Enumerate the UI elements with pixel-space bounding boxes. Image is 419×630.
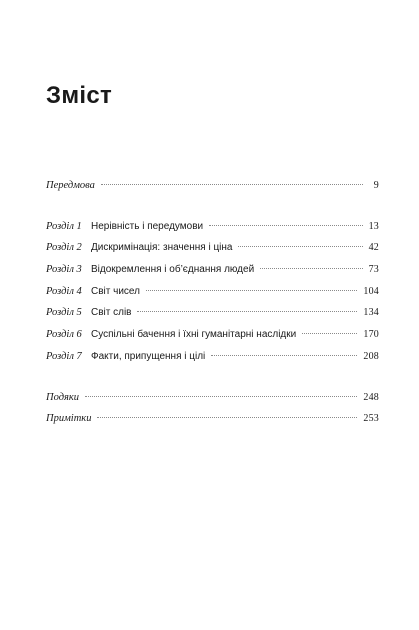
dot-leader bbox=[302, 333, 357, 334]
toc-entry-title: Світ чисел bbox=[91, 285, 140, 297]
toc-entry-chapter-7[interactable] bbox=[46, 346, 379, 368]
toc-entry-label: Передмова bbox=[46, 180, 95, 191]
toc-group-chapters bbox=[46, 216, 379, 368]
toc-entry-label: Розділ 5 bbox=[46, 307, 82, 319]
toc-entry-title: Суспільні бачення і їхні гуманітарні наслідки bbox=[91, 329, 297, 341]
toc-entry-label: Примітки bbox=[46, 413, 92, 425]
dot-leader bbox=[137, 311, 357, 312]
toc-group-back bbox=[46, 387, 379, 430]
toc-entry-page: 73 bbox=[368, 264, 379, 276]
toc-entry-page: 42 bbox=[368, 242, 379, 254]
toc-entry-notes[interactable] bbox=[46, 408, 379, 430]
toc-entry-label: Розділ 2 bbox=[46, 242, 82, 254]
toc-entry-title: Нерівність і передумови bbox=[91, 220, 204, 232]
dot-leader bbox=[85, 396, 357, 397]
dot-leader bbox=[238, 246, 362, 247]
toc-entry-label: Розділ 3 bbox=[46, 264, 82, 276]
toc-entry-label: Розділ 4 bbox=[46, 285, 82, 297]
toc-entry-preface[interactable] bbox=[46, 175, 379, 197]
dot-leader bbox=[209, 225, 362, 226]
toc-entry-chapter-1[interactable] bbox=[46, 216, 379, 238]
toc-entry-page: 248 bbox=[363, 391, 379, 403]
toc-entry-page: 170 bbox=[363, 329, 379, 341]
toc-entry-title: Факти, припущення і цілі bbox=[91, 350, 206, 362]
toc-entry-chapter-6[interactable] bbox=[46, 324, 379, 346]
toc-entry-title: Світ слів bbox=[91, 307, 132, 319]
toc-entry-page: 104 bbox=[363, 285, 379, 297]
toc-entry-title: Відокремлення і об’єднання людей bbox=[91, 264, 255, 276]
toc-group-front bbox=[46, 175, 379, 197]
toc-entry-acknowledgements[interactable] bbox=[46, 387, 379, 409]
table-of-contents bbox=[46, 175, 379, 430]
toc-entry-page: 13 bbox=[368, 220, 379, 232]
toc-entry-page: 9 bbox=[373, 180, 379, 191]
toc-entry-label: Розділ 7 bbox=[46, 350, 82, 362]
dot-leader bbox=[97, 417, 357, 418]
dot-leader bbox=[211, 355, 357, 356]
dot-leader bbox=[260, 268, 362, 269]
toc-entry-chapter-3[interactable] bbox=[46, 259, 379, 281]
toc-entry-chapter-2[interactable] bbox=[46, 237, 379, 259]
page-title: Зміст bbox=[46, 82, 113, 109]
dot-leader bbox=[101, 184, 363, 185]
toc-entry-title: Дискримінація: значення і ціна bbox=[91, 242, 233, 254]
toc-entry-label: Подяки bbox=[46, 391, 80, 403]
toc-entry-label: Розділ 1 bbox=[46, 220, 82, 232]
toc-entry-label: Розділ 6 bbox=[46, 329, 82, 341]
toc-entry-page: 134 bbox=[363, 307, 379, 319]
toc-entry-page: 253 bbox=[363, 413, 379, 425]
toc-entry-chapter-5[interactable] bbox=[46, 302, 379, 324]
dot-leader bbox=[146, 290, 357, 291]
toc-entry-page: 208 bbox=[363, 350, 379, 362]
toc-entry-chapter-4[interactable] bbox=[46, 281, 379, 303]
